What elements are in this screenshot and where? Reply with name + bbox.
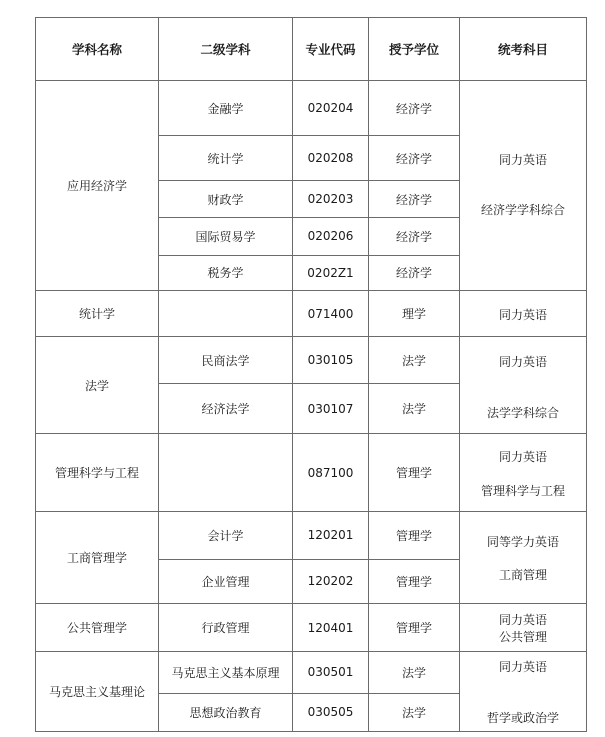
degree-cell: 管理学 xyxy=(369,434,460,512)
degree-cell: 法学 xyxy=(369,652,460,694)
table-row xyxy=(36,434,587,512)
degree-cell: 经济学 xyxy=(369,255,460,290)
exam-subject: 同力英语 xyxy=(498,153,547,167)
table-row xyxy=(36,652,587,694)
major-code-cell: 120401 xyxy=(293,604,369,652)
degree-cell: 管理学 xyxy=(369,559,460,603)
sub-discipline-cell: 会计学 xyxy=(159,512,293,560)
table-row xyxy=(36,604,587,652)
degree-cell: 法学 xyxy=(369,693,460,731)
discipline-cell: 管理科学与工程 xyxy=(36,434,159,512)
exam-subject: 公共管理 xyxy=(498,630,547,644)
major-code-cell: 087100 xyxy=(293,434,369,512)
discipline-cell: 公共管理学 xyxy=(36,604,159,652)
degree-cell: 经济学 xyxy=(369,81,460,136)
degree-cell: 法学 xyxy=(369,384,460,434)
degree-cell: 法学 xyxy=(369,337,460,384)
major-code-cell: 030505 xyxy=(293,693,369,731)
header-row xyxy=(36,18,587,81)
exam-subjects-cell xyxy=(460,434,587,512)
discipline-cell: 统计学 xyxy=(36,291,159,337)
discipline-cell: 法学 xyxy=(36,337,159,434)
major-code-cell: 120202 xyxy=(293,559,369,603)
sub-discipline-cell: 思想政治教育 xyxy=(159,693,293,731)
major-code-cell: 071400 xyxy=(293,291,369,337)
exam-subject: 法学学科综合 xyxy=(486,406,559,420)
sub-discipline-cell xyxy=(159,291,293,337)
degree-cell: 理学 xyxy=(369,291,460,337)
sub-discipline-cell: 经济法学 xyxy=(159,384,293,434)
header-discipline: 学科名称 xyxy=(36,18,159,81)
degree-cell: 经济学 xyxy=(369,136,460,181)
exam-subject: 同等学力英语 xyxy=(486,535,559,549)
major-code-cell: 120201 xyxy=(293,512,369,560)
table-row xyxy=(36,337,587,384)
sub-discipline-cell: 企业管理 xyxy=(159,559,293,603)
major-code-cell: 020208 xyxy=(293,136,369,181)
exam-subject: 同力英语 xyxy=(498,613,547,627)
discipline-cell: 马克思主义基理论 xyxy=(36,652,159,732)
exam-subject: 同力英语 xyxy=(498,660,547,674)
major-code-cell: 030105 xyxy=(293,337,369,384)
header-exam-subjects: 统考科目 xyxy=(460,18,587,81)
sub-discipline-cell: 民商法学 xyxy=(159,337,293,384)
major-code-cell: 020204 xyxy=(293,81,369,136)
exam-subject: 经济学学科综合 xyxy=(480,203,565,217)
exam-subject: 同力英语 xyxy=(498,355,547,369)
sub-discipline-cell: 税务学 xyxy=(159,255,293,290)
exam-subject: 同力英语 xyxy=(498,450,547,464)
exam-subject: 哲学或政治学 xyxy=(486,711,559,725)
header-degree: 授予学位 xyxy=(369,18,460,81)
major-code-cell: 030107 xyxy=(293,384,369,434)
exam-subjects-cell xyxy=(460,652,587,732)
exam-subject: 管理科学与工程 xyxy=(480,484,565,498)
table-row xyxy=(36,81,587,136)
header-sub-discipline: 二级学科 xyxy=(159,18,293,81)
major-code-cell: 020206 xyxy=(293,217,369,255)
exam-subjects-cell xyxy=(460,291,587,337)
exam-subject: 工商管理 xyxy=(498,568,547,582)
degree-cell: 经济学 xyxy=(369,181,460,217)
sub-discipline-cell xyxy=(159,434,293,512)
degree-cell: 经济学 xyxy=(369,217,460,255)
major-code-cell: 0202Z1 xyxy=(293,255,369,290)
sub-discipline-cell: 统计学 xyxy=(159,136,293,181)
major-code-cell: 030501 xyxy=(293,652,369,694)
exam-subjects-cell xyxy=(460,81,587,291)
discipline-cell: 工商管理学 xyxy=(36,512,159,604)
sub-discipline-cell: 金融学 xyxy=(159,81,293,136)
sub-discipline-cell: 财政学 xyxy=(159,181,293,217)
degree-cell: 管理学 xyxy=(369,512,460,560)
sub-discipline-cell: 行政管理 xyxy=(159,604,293,652)
table-row xyxy=(36,291,587,337)
exam-subjects-cell xyxy=(460,512,587,604)
exam-subject: 同力英语 xyxy=(498,308,547,322)
sub-discipline-cell: 国际贸易学 xyxy=(159,217,293,255)
sub-discipline-cell: 马克思主义基本原理 xyxy=(159,652,293,694)
discipline-cell: 应用经济学 xyxy=(36,81,159,291)
program-table xyxy=(35,17,587,732)
exam-subjects-cell xyxy=(460,604,587,652)
header-major-code: 专业代码 xyxy=(293,18,369,81)
table-row xyxy=(36,512,587,560)
degree-cell: 管理学 xyxy=(369,604,460,652)
exam-subjects-cell xyxy=(460,337,587,434)
major-code-cell: 020203 xyxy=(293,181,369,217)
